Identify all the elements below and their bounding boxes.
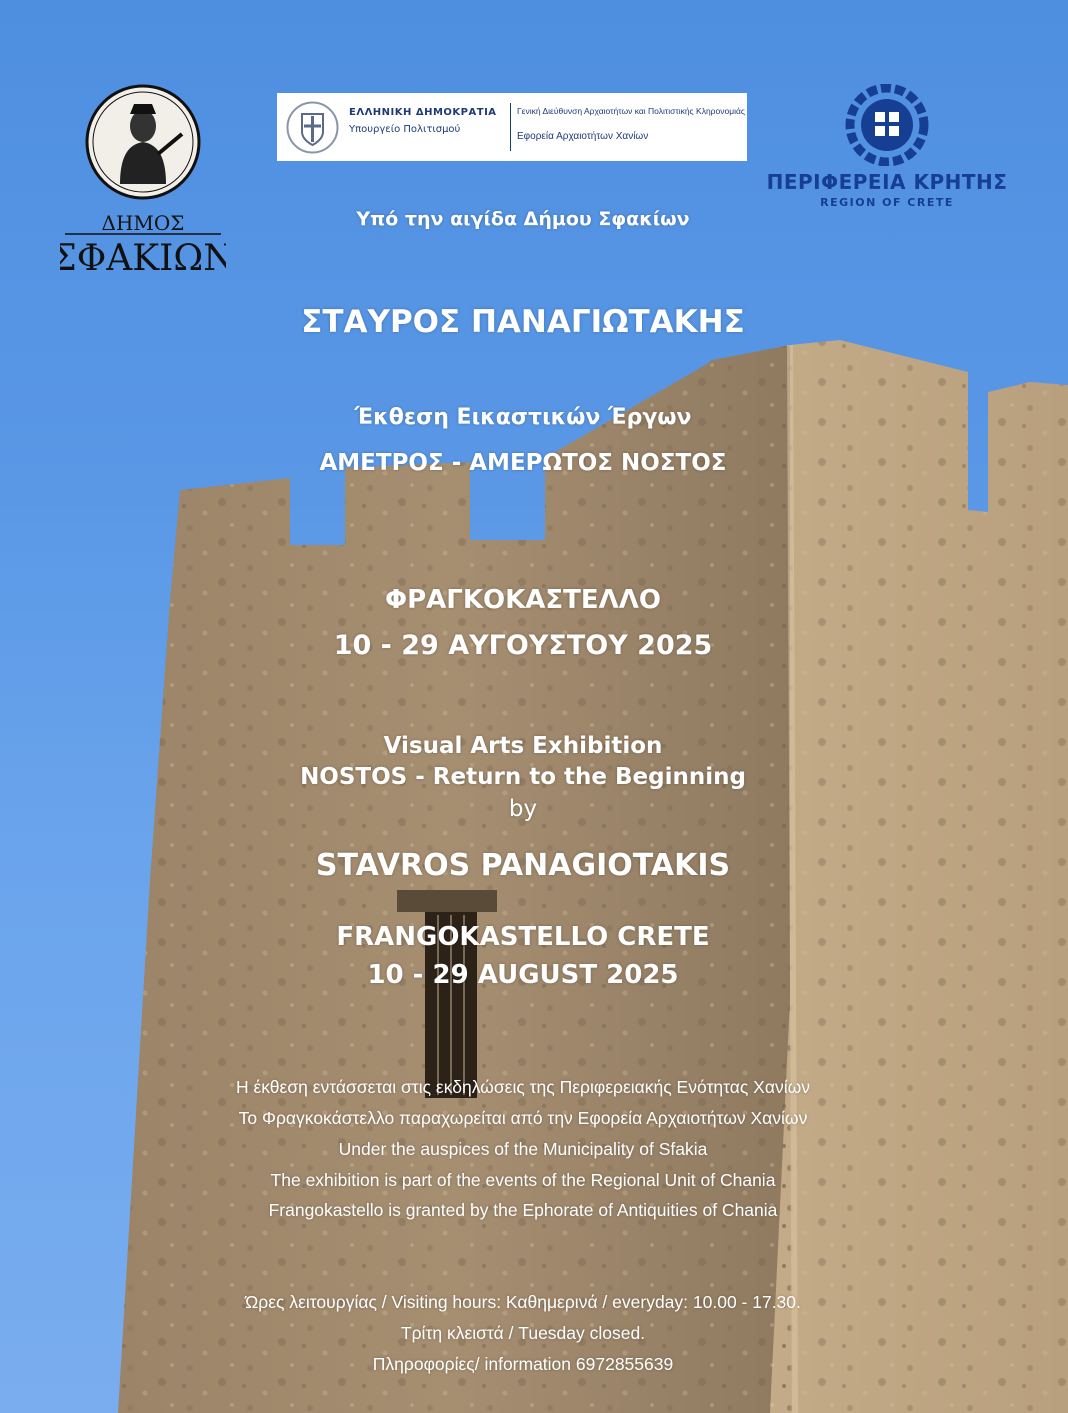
region-name: ΠΕΡΙΦΕΡΕΙΑ ΚΡΗΤΗΣ xyxy=(766,170,1008,194)
ministry-of-culture-banner xyxy=(277,93,747,161)
exhibition-type-english: Visual Arts Exhibition xyxy=(383,733,663,759)
visiting-hours: Ώρες λειτουργίας / Visiting hours: Καθημερινά / everyday: 10.00 - 17.30. xyxy=(245,1292,801,1312)
municipality-sfakia-logo xyxy=(60,84,226,284)
closed-day: Τρίτη κλειστά / Tuesday closed. xyxy=(400,1323,646,1343)
ministry-republic-text: ΕΛΛΗΝΙΚΗ ΔΗΜΟΚΡΑΤΙΑ xyxy=(349,107,497,118)
dates-greek: 10 - 29 ΑΥΓΟΥΣΤΟΥ 2025 xyxy=(333,630,713,661)
ministry-divider xyxy=(510,103,511,151)
artist-name-english: STAVROS PANAGIOTAKIS xyxy=(315,848,731,883)
ministry-ephorate-text: Εφορεία Αρχαιοτήτων Χανίων xyxy=(517,131,649,142)
greek-coat-of-arms-icon xyxy=(285,100,340,155)
contact-info: Πληροφορίες/ information 6972855639 xyxy=(372,1354,674,1374)
info-line: Frangokastello is granted by the Ephorate of Antiquities of Chania xyxy=(268,1200,778,1220)
ministry-directorate-text: Γενική Διεύθυνση Αρχαιοτήτων και Πολιτιστικής Κληρονομιάς xyxy=(517,106,746,116)
exhibition-type-greek: Έκθεση Εικαστικών Έργων xyxy=(354,405,692,430)
by-label: by xyxy=(508,796,538,822)
artist-name-greek: ΣΤΑΥΡΟΣ ΠΑΝΑΓΙΩΤΑΚΗΣ xyxy=(301,304,745,340)
municipality-name-line2: ΣΦΑΚΙΩΝ xyxy=(60,238,226,279)
auspices-line: Υπό την αιγίδα Δήμου Σφακίων xyxy=(356,208,690,230)
municipality-name-line1: ΔΗΜΟΣ xyxy=(101,211,185,235)
venue-english: FRANGOKASTELLO CRETE xyxy=(336,922,710,952)
info-line: Η έκθεση εντάσσεται στις εκδηλώσεις της Περιφερειακής Ενότητας Χανίων xyxy=(235,1077,811,1097)
info-line: The exhibition is part of the events of the Regional Unit of Chania xyxy=(270,1170,776,1190)
region-of-crete-emblem-icon xyxy=(843,84,931,166)
info-line: Το Φραγκοκάστελλο παραχωρείται από την Εφορεία Αρχαιοτήτων Χανίων xyxy=(238,1108,808,1128)
info-line: Under the auspices of the Municipality of Sfakia xyxy=(338,1139,708,1159)
exhibition-title-greek: ΑΜΕΤΡΟΣ - ΑΜΕΡΩΤΟΣ ΝΟΣΤΟΣ xyxy=(319,450,727,476)
region-name-english: REGION OF CRETE xyxy=(820,196,954,209)
venue-greek: ΦΡΑΓΚΟΚΑΣΤΕΛΛΟ xyxy=(385,585,661,615)
ministry-culture-text: Υπουργείο Πολιτισμού xyxy=(349,124,461,135)
dates-english: 10 - 29 AUGUST 2025 xyxy=(367,960,679,990)
exhibition-title-english: NOSTOS - Return to the Beginning xyxy=(300,764,746,790)
